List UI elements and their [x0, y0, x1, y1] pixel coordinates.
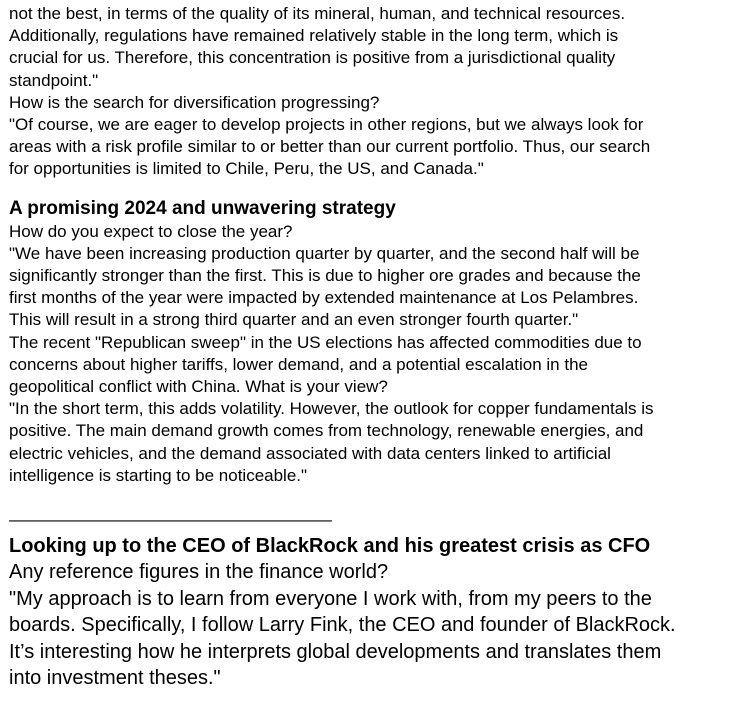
question-line: geopolitical conflict with China. What is your view? [9, 377, 388, 397]
question-line: How do you expect to close the year? [9, 221, 293, 241]
section-jurisdiction [9, 3, 745, 181]
paragraph-line: electric vehicles, and the demand associated with data centers linked to artificial [9, 443, 611, 463]
section-divider: ——————————————————— [9, 510, 332, 530]
question-line: How is the search for diversification progressing? [9, 92, 380, 112]
paragraph-line: "In the short term, this adds volatility. However, the outlook for copper fundamentals is [9, 399, 654, 419]
paragraph-line: for opportunities is limited to Chile, Peru, the US, and Canada." [9, 159, 484, 179]
paragraph-line: "Of course, we are eager to develop projects in other regions, but we always look for [9, 115, 644, 135]
paragraph-line: areas with a risk profile similar to or better than our current portfolio. Thus, our search [9, 137, 651, 157]
paragraph-line: into investment theses." [9, 667, 221, 690]
paragraph-line: boards. Specifically, I follow Larry Fink, the CEO and founder of BlackRock. [9, 614, 676, 637]
paragraph-line: This will result in a strong third quarter and an even stronger fourth quarter." [9, 310, 579, 330]
section-promising-2024 [9, 197, 745, 487]
question-line: concerns about higher tariffs, lower demand, and a potential escalation in the [9, 354, 588, 374]
paragraph-line: Additionally, regulations have remained relatively stable in the long term, which is [9, 26, 619, 46]
section-blackrock [9, 533, 745, 692]
paragraph-line: first months of the year were impacted by extended maintenance at Los Pelambres. [9, 288, 639, 308]
question-line: The recent "Republican sweep" in the US elections has affected commodities due to [9, 332, 642, 352]
paragraph-line: It’s interesting how he interprets global developments and translates them [9, 640, 662, 663]
paragraph-line: crucial for us. Therefore, this concentration is positive from a jurisdictional quality [9, 48, 616, 68]
paragraph-line: significantly stronger than the first. This is due to higher ore grades and because the [9, 266, 641, 286]
paragraph-line: not the best, in terms of the quality of its mineral, human, and technical resources. [9, 4, 626, 23]
paragraph-line: "My approach is to learn from everyone I work with, from my peers to the [9, 587, 652, 610]
paragraph-line: "We have been increasing production quarter by quarter, and the second half will be [9, 243, 640, 263]
question-line: Any reference figures in the finance world? [9, 561, 389, 584]
section-heading: A promising 2024 and unwavering strategy [9, 197, 396, 219]
paragraph-line: positive. The main demand growth comes from technology, renewable energies, and [9, 421, 644, 441]
article-body [9, 3, 745, 692]
section-heading: Looking up to the CEO of BlackRock and his greatest crisis as CFO [9, 535, 651, 558]
paragraph-line: intelligence is starting to be noticeable." [9, 465, 308, 485]
paragraph-line: standpoint." [9, 70, 99, 90]
